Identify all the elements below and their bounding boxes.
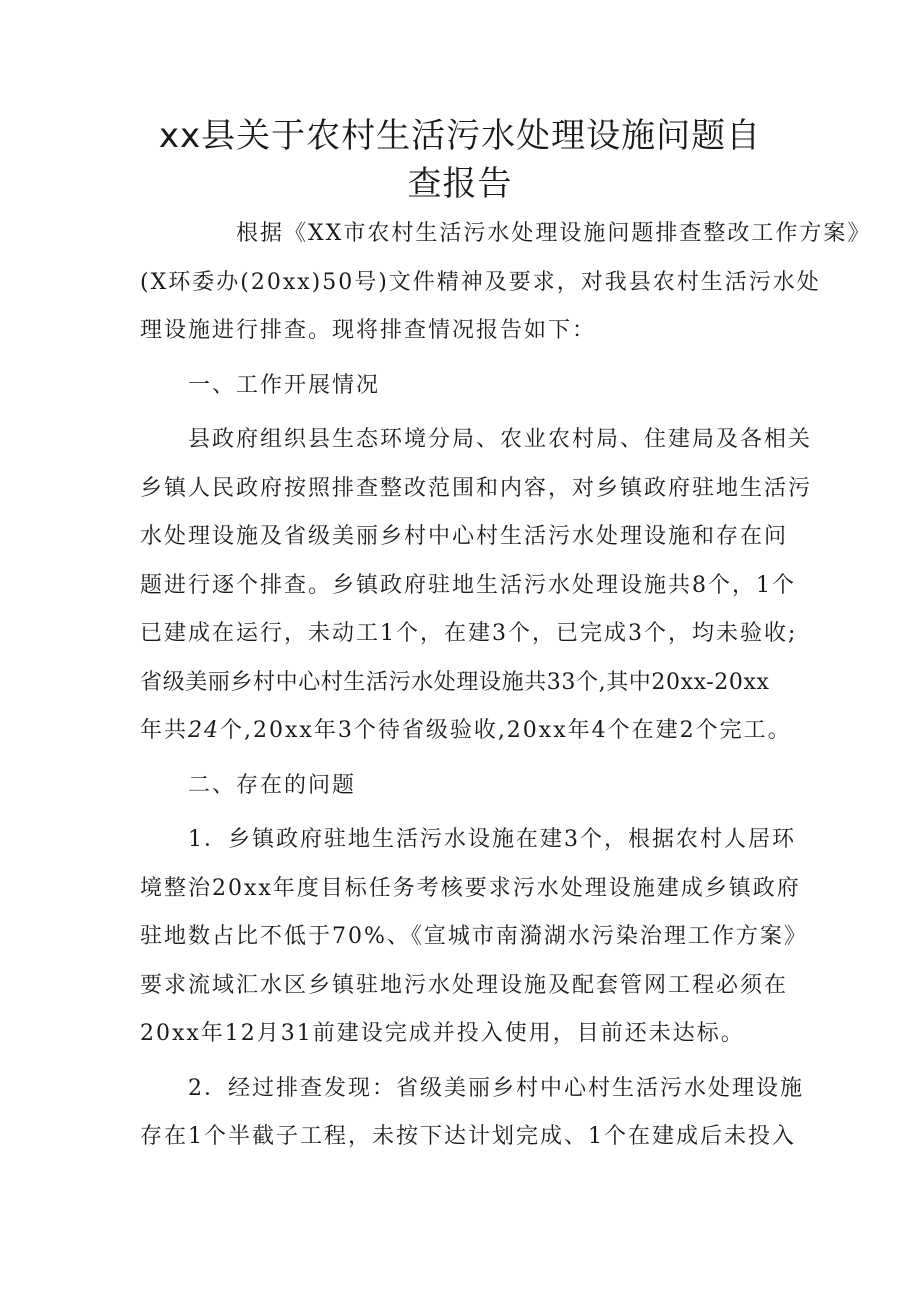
- intro-line-3: 理设施进行排查。现将排查情况报告如下：: [140, 318, 597, 343]
- item-2-line-1: 2．经过排查发现：省级美丽乡村中心村生活污水处理设施: [188, 1075, 804, 1101]
- section-1-line-1: 县政府组织县生态环境分局、农业农村局、住建局及各相关: [188, 427, 813, 452]
- item-2-line-2: 存在1个半截子工程，未按下达计划完成、1个在建成后未投入: [140, 1124, 796, 1149]
- problem-item-2: [140, 1065, 804, 1162]
- section-1-heading: 一、工作开展情况: [188, 372, 381, 398]
- document-body: [140, 210, 872, 1162]
- section-1-line-7: [140, 707, 792, 756]
- item-1-line-4: 要求流域汇水区乡镇驻地污水处理设施及配套管网工程必须在: [140, 972, 789, 998]
- item-1-line-5: 20xx年12月31前建设完成并投入使用，目前还未达标。: [140, 1021, 745, 1046]
- intro-line-1: 根据《XX市农村生活污水处理设施问题排查整改工作方案》: [236, 221, 872, 246]
- item-1-line-2: 境整治20xx年度目标任务考核要求污水处理设施建成乡镇政府: [140, 875, 801, 901]
- section-1-line-4: 题进行逐个排查。乡镇政府驻地生活污水处理设施共8个，1个: [140, 572, 796, 598]
- section-1-paragraph: [140, 416, 813, 756]
- section-1-count-italic: 24: [188, 718, 221, 743]
- title-line-1: xx县关于农村生活污水处理设施问题自: [158, 116, 762, 156]
- section-1-line-2: 乡镇人民政府按照排查整改范围和内容，对乡镇政府驻地生活污: [140, 475, 813, 501]
- item-1-line-1: 1．乡镇政府驻地生活污水设施在建3个，根据农村人居环: [188, 827, 796, 852]
- document-title: [140, 112, 780, 208]
- problem-item-1: [140, 816, 808, 1059]
- section-1-line-7a: 年共: [140, 718, 189, 743]
- title-line-2: 查报告: [407, 164, 513, 204]
- intro-paragraph: [140, 210, 872, 356]
- section-2-heading: 二、存在的问题: [188, 772, 357, 798]
- section-1-line-5: 已建成在运行，未动工1个，在建3个，已完成3个，均未验收;: [140, 621, 798, 646]
- section-1-line-3: 水处理设施及省级美丽乡村中心村生活污水处理设施和存在问: [140, 524, 789, 549]
- item-1-line-3: 驻地数占比不低于70%、《宣城市南漪湖水污染治理工作方案》: [140, 924, 808, 949]
- intro-line-2: (X环委办(20xx)50号)文件精神及要求，对我县农村生活污水处: [140, 269, 821, 295]
- section-1-line-7c: 个,20xx年3个待省级验收,20xx年4个在建2个完工。: [220, 718, 792, 743]
- section-1-line-6: 省级美丽乡村中心村生活污水处理设施共33个,其中20xx-20xx: [140, 669, 770, 695]
